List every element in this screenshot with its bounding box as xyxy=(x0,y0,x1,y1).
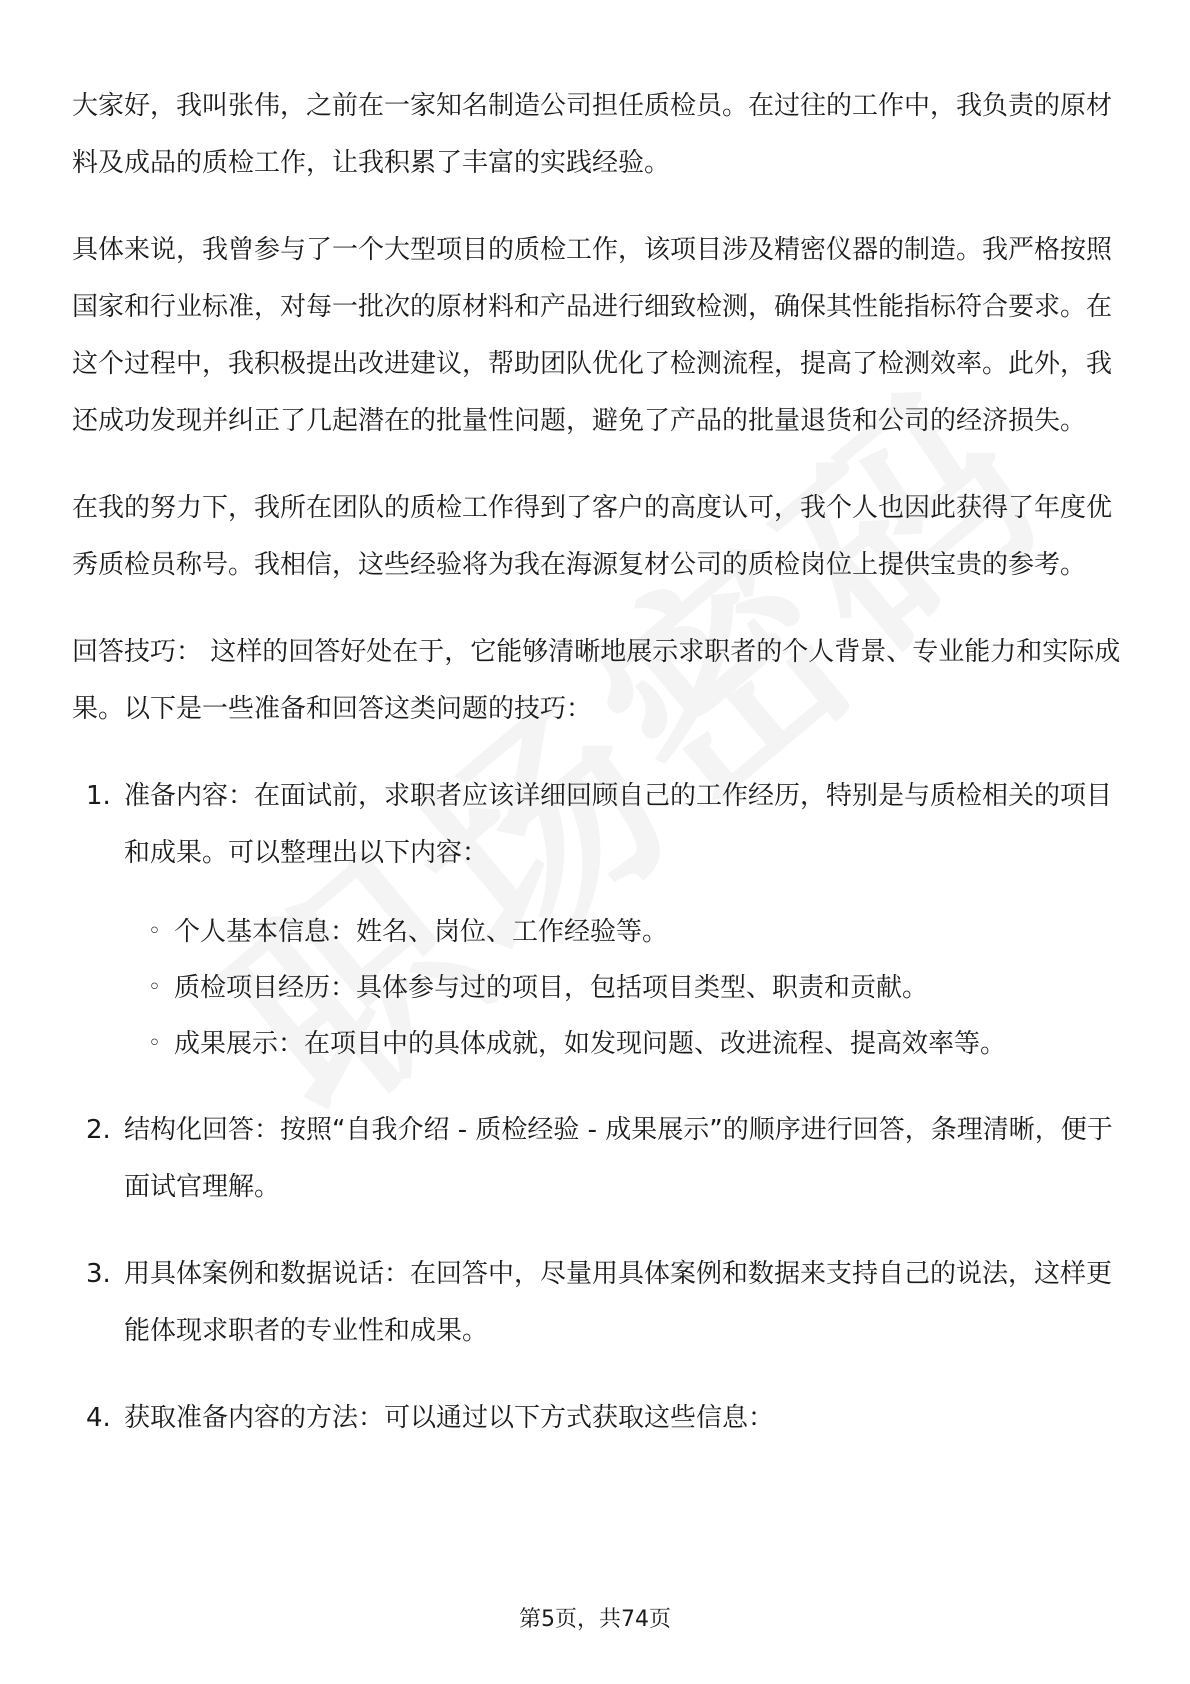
list-item-text: 用具体案例和数据说话：在回答中，尽量用具体案例和数据来支持自己的说法，这样更能体现求职者的专业性和成果。 xyxy=(124,1259,1113,1346)
bullet-icon: ◦ xyxy=(148,919,161,944)
paragraph-achievement: 在我的努力下，我所在团队的质检工作得到了客户的高度认可，我个人也因此获得了年度优秀质检员称号。我相信，这些经验将为我在海源复材公司的质检岗位上提供宝贵的参考。 xyxy=(72,493,1113,580)
list-number: 2. xyxy=(86,1115,111,1145)
sub-list-item xyxy=(124,904,1122,960)
list-item xyxy=(72,768,1122,1072)
document-body xyxy=(72,78,1122,1477)
list-number: 1. xyxy=(86,781,111,811)
bullet-icon: ◦ xyxy=(148,1031,161,1056)
list-item-text: 结构化回答：按照“自我介绍 - 质检经验 - 成果展示”的顺序进行回答，条理清晰，便于面试官理解。 xyxy=(124,1115,1113,1202)
list-item xyxy=(72,1246,1122,1360)
list-item xyxy=(72,1102,1122,1216)
tips-list xyxy=(72,768,1122,1447)
sub-list-item-text: 个人基本信息：姓名、岗位、工作经验等。 xyxy=(174,917,669,947)
sub-list xyxy=(124,904,1122,1072)
list-number: 4. xyxy=(86,1403,111,1433)
list-item-text: 准备内容：在面试前，求职者应该详细回顾自己的工作经历，特别是与质检相关的项目和成果。可以整理出以下内容： xyxy=(124,781,1113,868)
sub-list-item-text: 质检项目经历：具体参与过的项目，包括项目类型、职责和贡献。 xyxy=(174,973,929,1003)
sub-list-item xyxy=(124,1016,1122,1072)
paragraph-project: 具体来说，我曾参与了一个大型项目的质检工作，该项目涉及精密仪器的制造。我严格按照国家和行业标准，对每一批次的原材料和产品进行细致检测，确保其性能指标符合要求。在这个过程中，我积极提出改进建议，帮助团队优化了检测流程，提高了检测效率。此外，我还成功发现并纠正了几起潜在的批量性问题，避免了产品的批量退货和公司的经济损失。 xyxy=(72,235,1113,436)
paragraph-tips: 回答技巧： 这样的回答好处在于，它能够清晰地展示求职者的个人背景、专业能力和实际成果。以下是一些准备和回答这类问题的技巧： xyxy=(72,637,1121,724)
page-footer: 第5页，共74页 xyxy=(519,1607,671,1632)
list-number: 3. xyxy=(86,1259,111,1289)
list-item-text: 获取准备内容的方法：可以通过以下方式获取这些信息： xyxy=(124,1403,775,1433)
sub-list-item-text: 成果展示：在项目中的具体成就，如发现问题、改进流程、提高效率等。 xyxy=(174,1029,1007,1059)
bullet-icon: ◦ xyxy=(148,975,161,1000)
paragraph-intro: 大家好，我叫张伟，之前在一家知名制造公司担任质检员。在过往的工作中，我负责的原材料及成品的质检工作，让我积累了丰富的实践经验。 xyxy=(72,91,1113,178)
list-item xyxy=(72,1390,1122,1447)
sub-list-item xyxy=(124,960,1122,1016)
